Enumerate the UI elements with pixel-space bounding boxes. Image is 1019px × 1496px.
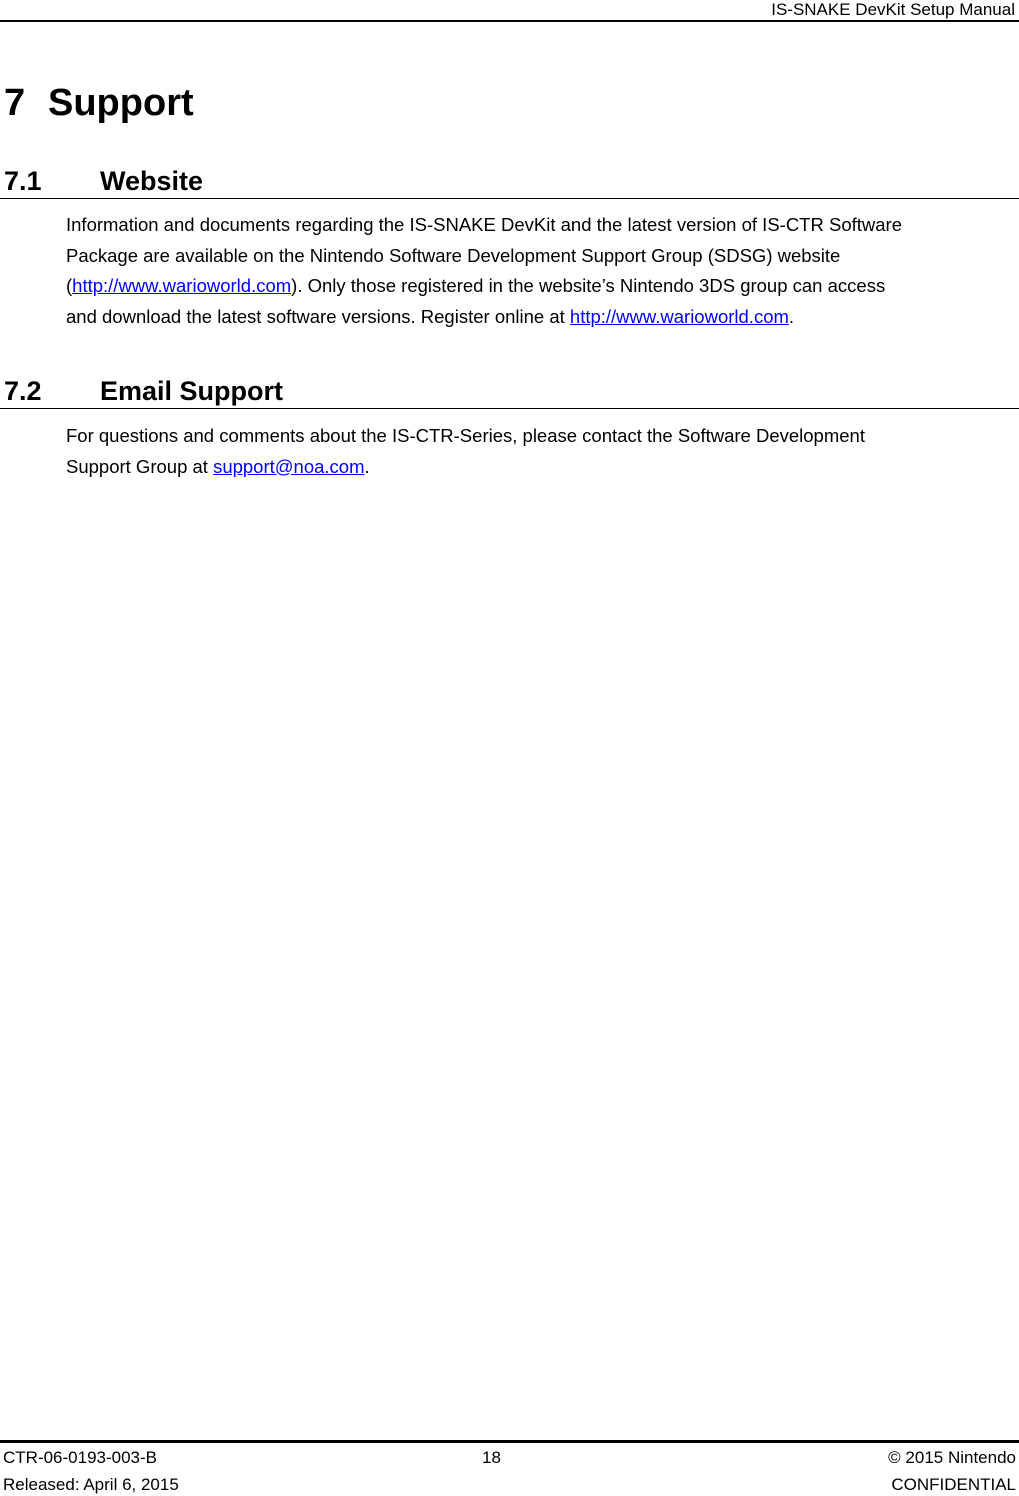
paragraph-line: For questions and comments about the IS-CTR-Series, please contact the Software Development — [66, 425, 865, 446]
paragraph-line — [66, 271, 1016, 302]
line-text: . — [364, 455, 370, 477]
paragraph-line — [66, 302, 1016, 333]
paragraph-line: Package are available on the Nintendo Software Development Support Group (SDSG) website — [66, 244, 841, 266]
chapter-number: 7 — [4, 82, 26, 124]
support-email-link[interactable]: support@noa.com — [213, 455, 365, 477]
warioworld-link[interactable]: http://www.warioworld.com — [72, 275, 292, 296]
section-heading-website — [4, 165, 203, 197]
section-heading-email-support — [4, 375, 283, 407]
copyright-notice: © 2015 Nintendo — [888, 1448, 1016, 1467]
header-divider — [0, 20, 1019, 22]
release-date: Released: April 6, 2015 — [3, 1475, 179, 1494]
line-text: and download the latest software versions. Register online at — [66, 305, 570, 327]
section-number: 7.1 — [4, 166, 42, 196]
page-number: 18 — [482, 1448, 501, 1467]
section-number: 7.2 — [4, 376, 42, 406]
confidential-label: CONFIDENTIAL — [891, 1475, 1016, 1494]
section-divider — [0, 198, 1019, 199]
line-text: . — [788, 305, 795, 327]
paragraph-line: Information and documents regarding the IS-SNAKE DevKit and the latest version of IS-CTR Software — [66, 214, 902, 235]
chapter-heading — [4, 80, 194, 126]
email-support-paragraph — [66, 421, 1016, 482]
footer-divider — [0, 1440, 1019, 1443]
document-id: CTR-06-0193-003-B — [3, 1448, 158, 1467]
section-divider — [0, 408, 1019, 409]
paragraph-line — [66, 452, 1016, 483]
line-text: Support Group at — [66, 455, 214, 477]
chapter-title: Support — [48, 82, 194, 124]
section-title: Website — [100, 166, 204, 196]
website-paragraph — [66, 210, 1016, 332]
line-text: ( — [66, 275, 73, 296]
warioworld-register-link[interactable]: http://www.warioworld.com — [569, 305, 789, 327]
manual-title: IS-SNAKE DevKit Setup Manual — [771, 0, 1015, 19]
section-title: Email Support — [100, 376, 284, 406]
line-text: ). Only those registered in the website’s Nintendo 3DS group can access — [291, 275, 886, 296]
